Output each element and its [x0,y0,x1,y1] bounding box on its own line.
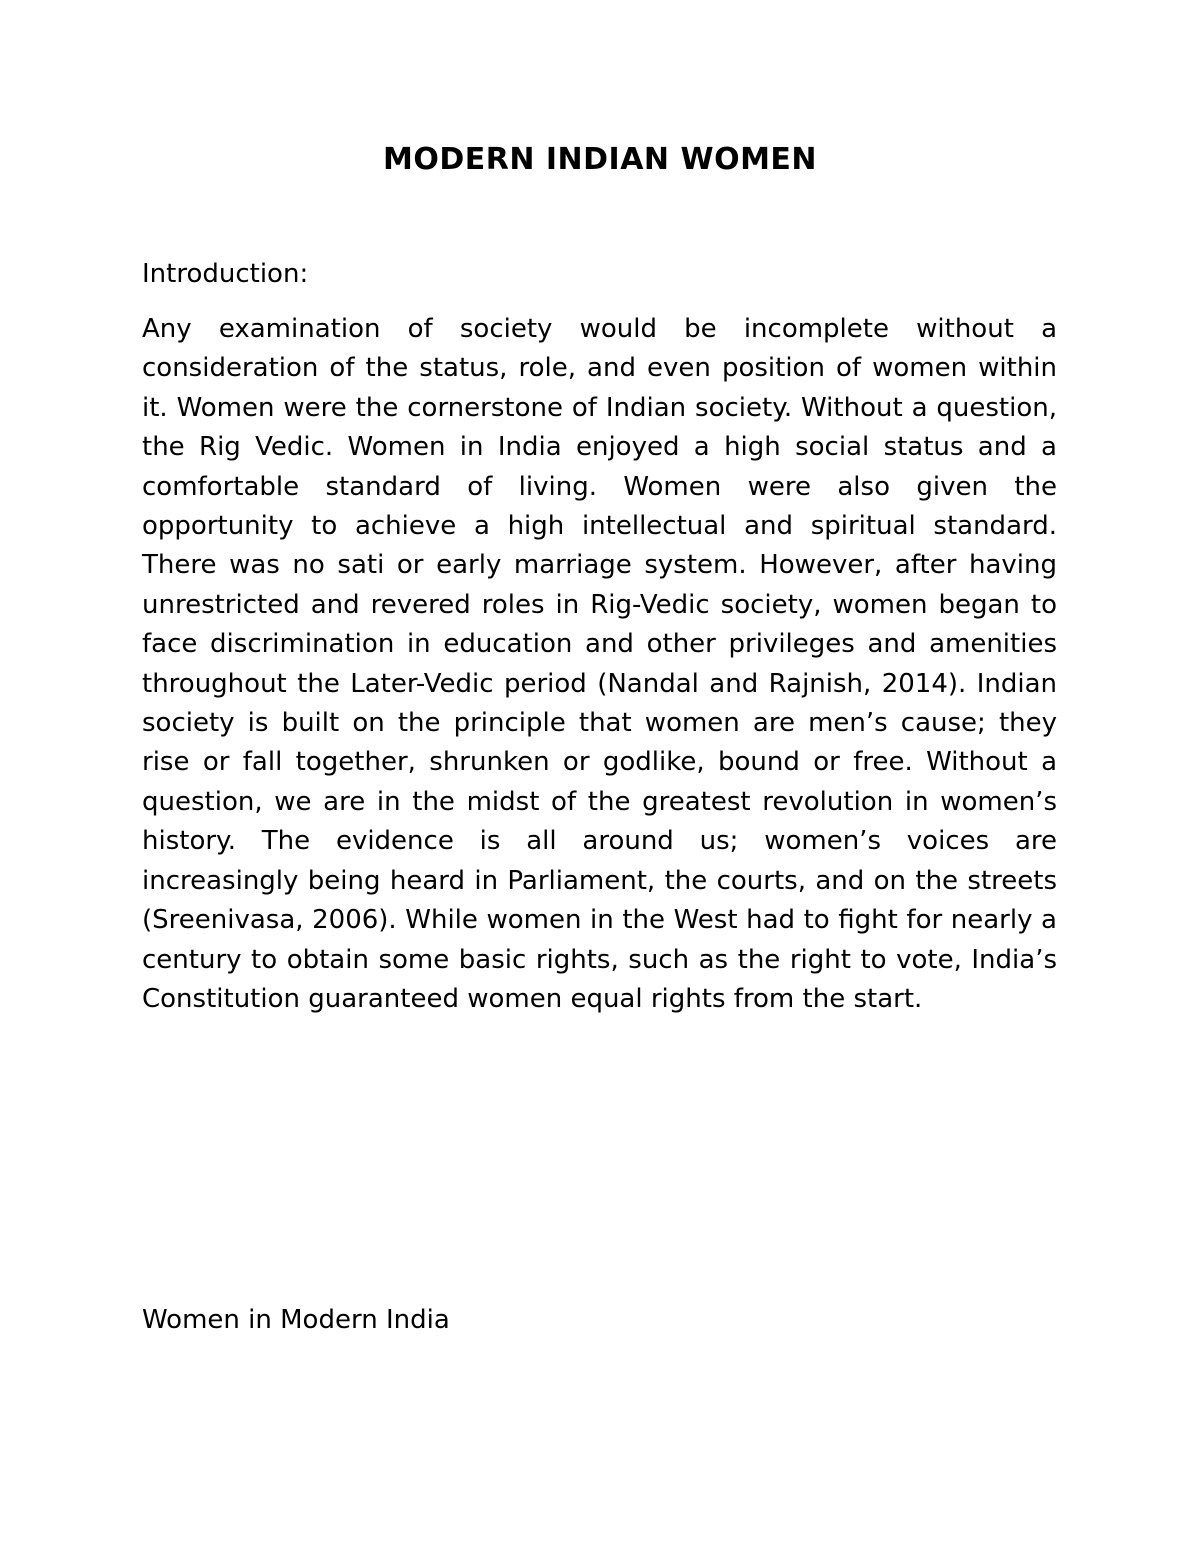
introduction-heading: Introduction: [142,259,309,289]
introduction-paragraph: Any examination of society would be incomplete without a consideration of the status, role, and even position of women within it. Women were the cornerstone of Indian society. Without a question, the Rig Vedic. Women in India enjoyed a high social status and a comfortable standard of living. Women were also given the opportunity to achieve a high intellectual and spiritual standard. There was no sati or early marriage system. However, after having unrestricted and revered roles in Rig-Vedic society, women began to face discrimination in education and other privileges and amenities throughout the Later-Vedic period (Nandal and Rajnish, 2014). Indian society is built on the principle that women are men’s cause; they rise or fall together, shrunken or godlike, bound or free. Without a question, we are in the midst of the greatest revolution in women’s history. The evidence is all around us; women’s voices are increasingly being heard in Parliament, the courts, and on the streets (Sreenivasa, 2006). While women in the West had to fight for nearly a century to obtain some basic rights, such as the right to vote, India’s Constitution guaranteed women equal rights from the start. [142,314,1057,1014]
page-title: MODERN INDIAN WOMEN [382,142,818,177]
section-heading-women-in-modern-india: Women in Modern India [142,1305,450,1335]
